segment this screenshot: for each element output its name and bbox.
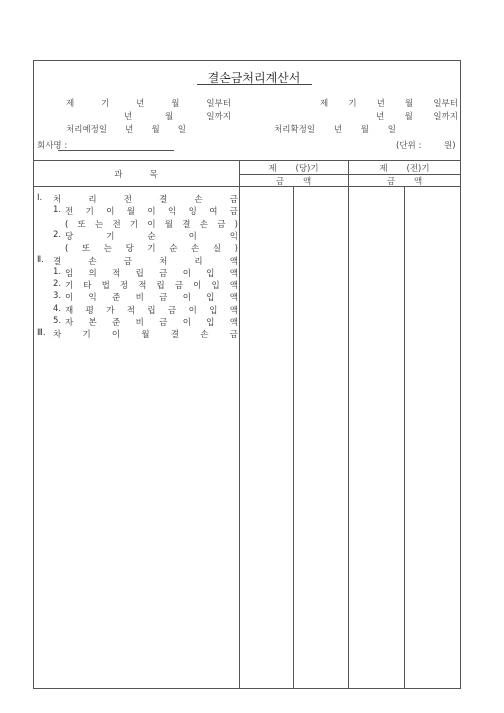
title-underline: [197, 84, 312, 85]
item-marker: Ⅲ.: [37, 328, 46, 339]
item-marker: Ⅱ.: [37, 254, 44, 265]
item-label: ( 또 는 전 기 이 월 결 손 금 ): [65, 219, 238, 230]
confirmed-date: 처리확정일 년 월 일: [274, 125, 396, 135]
period-right-from: 제 기 년 월 일부터: [320, 99, 458, 109]
scheduled-date: 처리예정일 년 월 일: [66, 125, 186, 135]
col-current-period: 제 (당)기: [268, 164, 319, 174]
period-left-from: 제 기 년 월 일부터: [66, 99, 231, 109]
col-divider-subject: [239, 160, 240, 689]
company-label: 회사명 :: [37, 141, 68, 151]
item-label: 기 타 법 정 적 립 금 이 입 액: [65, 281, 238, 292]
item-label: 자 본 준 비 금 이 입 액: [65, 318, 238, 328]
item-marker: 1.: [53, 266, 62, 277]
item-marker: 2.: [53, 229, 62, 240]
col-divider-periods: [348, 160, 349, 689]
current-amount-header: 금 액: [275, 177, 312, 187]
item-label: 임 의 적 립 금 이 입 액: [65, 268, 238, 279]
col-divider-prior-inner: [404, 186, 405, 689]
item-label: 이 익 준 비 금 이 입 액: [65, 293, 238, 304]
item-label: 재 평 가 적 립 금 이 입 액: [65, 305, 238, 316]
item-label: 결 손 금 처 리 액: [53, 256, 238, 267]
table-top-line: [33, 160, 461, 161]
item-label: 당 기 순 이 익: [65, 231, 238, 242]
item-label: 처 리 전 결 손 금: [53, 195, 238, 205]
item-label: 차 기 이 월 결 손 금: [53, 330, 238, 341]
item-marker: 5.: [53, 316, 62, 326]
item-marker: Ⅰ.: [37, 193, 43, 203]
period-left-to: 년 월 일까지: [124, 112, 231, 122]
col-prior-period: 제 (전)기: [379, 164, 430, 174]
item-marker: 2.: [53, 279, 62, 290]
item-marker: 4.: [53, 303, 62, 314]
document-title: 결손금처리계산서: [207, 71, 301, 85]
prior-amount-header: 금 액: [386, 177, 423, 187]
period-right-to: 년 월 일까지: [376, 112, 458, 122]
unit-suffix: 원): [444, 141, 456, 151]
item-label: ( 또 는 당 기 순 손 실 ): [65, 244, 238, 255]
col-subject: 과 목: [114, 170, 158, 180]
col-divider-current-inner: [293, 186, 294, 689]
item-marker: 3.: [53, 291, 62, 302]
item-label: 전 기 이 월 이 익 잉 여 금: [65, 207, 238, 218]
unit-label: (단위 :: [396, 141, 422, 151]
company-field-line: [58, 150, 174, 151]
item-marker: 1.: [53, 205, 62, 216]
